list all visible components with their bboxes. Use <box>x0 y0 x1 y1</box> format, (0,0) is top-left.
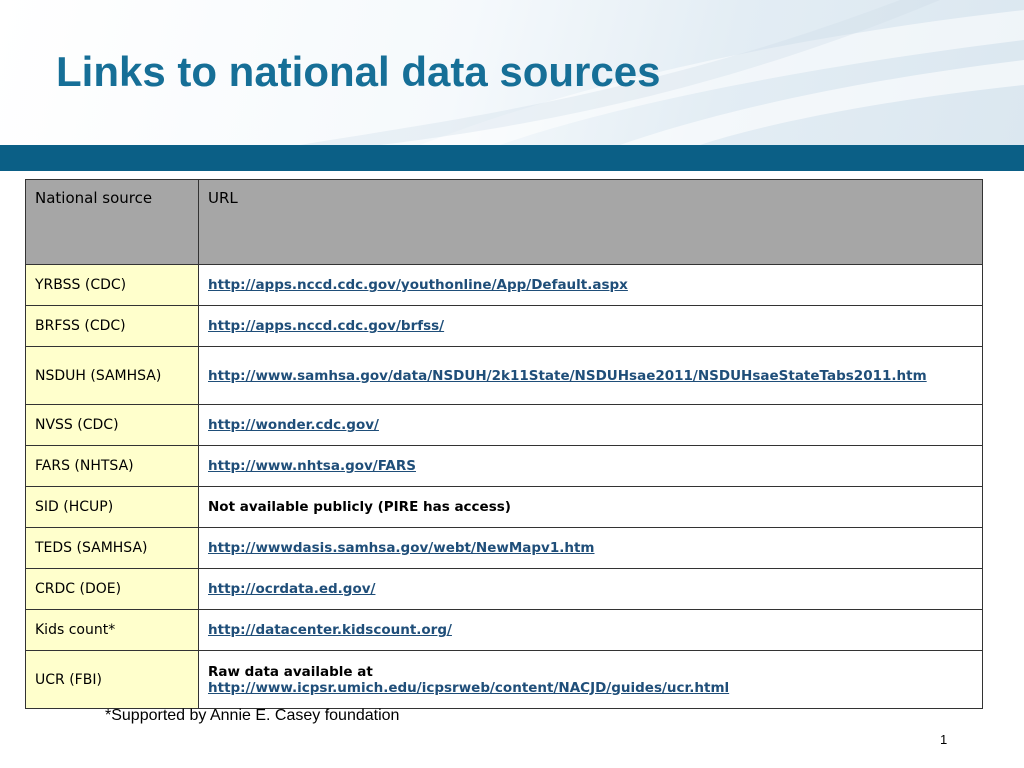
table-row <box>26 651 983 709</box>
source-name: NVSS (CDC) <box>26 405 199 446</box>
footnote: *Supported by Annie E. Casey foundation <box>105 707 400 724</box>
table-row <box>26 610 983 651</box>
table-row <box>26 487 983 528</box>
data-sources-table <box>25 179 983 709</box>
url-cell <box>199 487 983 528</box>
table-row <box>26 347 983 405</box>
source-name: SID (HCUP) <box>26 487 199 528</box>
slide-title: Links to national data sources <box>56 48 661 95</box>
source-name: TEDS (SAMHSA) <box>26 528 199 569</box>
url-cell <box>199 569 983 610</box>
header-url: URL <box>199 180 983 265</box>
table-row <box>26 528 983 569</box>
table-row <box>26 265 983 306</box>
url-cell <box>199 446 983 487</box>
source-link[interactable]: http://www.samhsa.gov/data/NSDUH/2k11State/NSDUHsae2011/NSDUHsaeStateTabs2011.htm <box>208 367 927 384</box>
source-link[interactable]: http://www.nhtsa.gov/FARS <box>208 458 416 474</box>
availability-note: Not available publicly (PIRE has access) <box>208 499 511 515</box>
url-cell <box>199 265 983 306</box>
header-national-source: National source <box>26 180 199 265</box>
source-link[interactable]: http://wonder.cdc.gov/ <box>208 417 379 433</box>
url-cell <box>199 306 983 347</box>
source-name: BRFSS (CDC) <box>26 306 199 347</box>
table-row <box>26 405 983 446</box>
url-cell <box>199 405 983 446</box>
url-cell <box>199 528 983 569</box>
table-row <box>26 446 983 487</box>
source-name: YRBSS (CDC) <box>26 265 199 306</box>
source-link[interactable]: http://apps.nccd.cdc.gov/youthonline/App/Default.aspx <box>208 277 628 293</box>
source-link[interactable]: http://wwwdasis.samhsa.gov/webt/NewMapv1.htm <box>208 540 595 556</box>
url-cell <box>199 347 983 405</box>
source-link[interactable]: http://ocrdata.ed.gov/ <box>208 581 376 597</box>
source-name: Kids count* <box>26 610 199 651</box>
url-cell <box>199 651 983 709</box>
availability-note: Raw data available at <box>208 663 373 680</box>
table-header-row <box>26 180 983 265</box>
table-row <box>26 569 983 610</box>
header-divider-bar <box>0 145 1024 171</box>
source-link[interactable]: http://www.icpsr.umich.edu/icpsrweb/content/NACJD/guides/ucr.html <box>208 679 730 696</box>
page-number: 1 <box>940 732 948 747</box>
source-name: NSDUH (SAMHSA) <box>26 347 199 405</box>
url-cell <box>199 610 983 651</box>
source-link[interactable]: http://apps.nccd.cdc.gov/brfss/ <box>208 318 445 334</box>
source-name: FARS (NHTSA) <box>26 446 199 487</box>
table-row <box>26 306 983 347</box>
source-link[interactable]: http://datacenter.kidscount.org/ <box>208 622 452 638</box>
source-name: UCR (FBI) <box>26 651 199 709</box>
source-name: CRDC (DOE) <box>26 569 199 610</box>
